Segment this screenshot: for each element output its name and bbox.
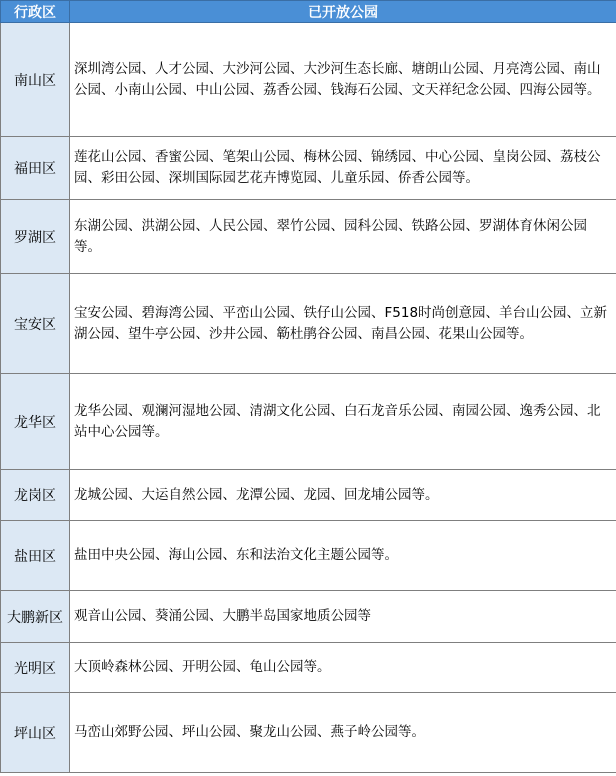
parks-cell (70, 643, 616, 693)
table-row (1, 200, 616, 274)
parks-text: 观音山公园、葵涌公园、大鹏半岛国家地质公园等 (74, 608, 371, 624)
district-cell: 坪山区 (1, 693, 70, 773)
district-cell: 龙岗区 (1, 470, 70, 521)
parks-text: 莲花山公园、香蜜公园、笔架山公园、梅林公园、锦绣园、中心公园、皇岗公园、荔枝公园、彩田公园、深圳国际园艺花卉博览园、儿童乐园、侨香公园等。 (74, 149, 601, 186)
district-cell: 龙华区 (1, 374, 70, 470)
parks-text: 东湖公园、洪湖公园、人民公园、翠竹公园、园科公园、铁路公园、罗湖体育休闲公园等。 (74, 217, 587, 255)
district-cell: 大鹏新区 (1, 591, 70, 643)
table-row (1, 137, 616, 200)
parks-text: 大顶岭森林公园、开明公园、龟山公园等。 (74, 659, 331, 675)
district-cell: 福田区 (1, 137, 70, 200)
table-row (1, 470, 616, 521)
parks-cell (70, 374, 616, 470)
table-row (1, 23, 616, 137)
district-cell: 光明区 (1, 643, 70, 693)
district-cell: 宝安区 (1, 274, 70, 374)
parks-cell (70, 137, 616, 200)
table-row (1, 521, 616, 591)
parks-cell (70, 23, 616, 137)
parks-cell (70, 470, 616, 521)
table-row (1, 693, 616, 773)
parks-text: 宝安公园、碧海湾公园、平峦山公园、铁仔山公园、F518时尚创意园、羊台山公园、立新湖公园、望牛亭公园、沙井公园、簕杜鹃谷公园、南昌公园、花果山公园等。 (74, 304, 608, 342)
header-parks: 已开放公园 (70, 1, 616, 23)
table-row (1, 643, 616, 693)
parks-text: 盐田中央公园、海山公园、东和法治文化主题公园等。 (74, 547, 398, 563)
district-cell: 南山区 (1, 23, 70, 137)
district-cell: 盐田区 (1, 521, 70, 591)
table-row (1, 274, 616, 374)
parks-cell (70, 521, 616, 591)
district-cell: 罗湖区 (1, 200, 70, 274)
parks-text: 龙城公园、大运自然公园、龙潭公园、龙园、回龙埔公园等。 (74, 486, 439, 503)
parks-cell (70, 693, 616, 773)
header-row (1, 1, 616, 23)
parks-text: 马峦山郊野公园、坪山公园、聚龙山公园、燕子岭公园等。 (74, 724, 425, 740)
header-district: 行政区 (1, 1, 70, 23)
parks-cell (70, 200, 616, 274)
parks-text: 龙华公园、观澜河湿地公园、清湖文化公园、白石龙音乐公园、南园公园、逸秀公园、北站中心公园等。 (74, 402, 601, 440)
parks-cell (70, 274, 616, 374)
parks-text: 深圳湾公园、人才公园、大沙河公园、大沙河生态长廊、塘朗山公园、月亮湾公园、南山公园、小南山公园、中山公园、荔香公园、钱海石公园、文天祥纪念公园、四海公园等。 (74, 60, 601, 98)
table-row (1, 374, 616, 470)
table-row (1, 591, 616, 643)
parks-cell (70, 591, 616, 643)
